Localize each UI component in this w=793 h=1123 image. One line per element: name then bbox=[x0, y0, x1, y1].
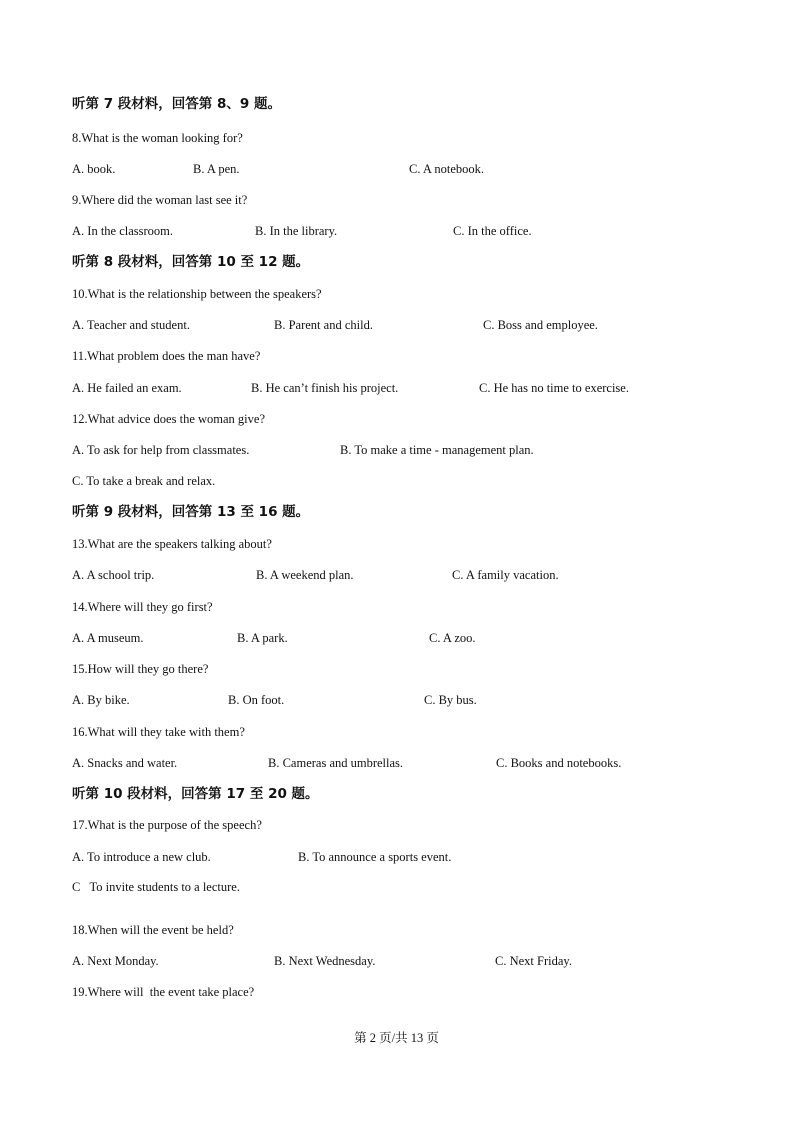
q11-option-b: B. He can’t finish his project. bbox=[251, 381, 399, 395]
question-13: 13.What are the speakers talking about? bbox=[72, 537, 272, 551]
q10-option-b: B. Parent and child. bbox=[274, 318, 373, 332]
q17-option-a: A. To introduce a new club. bbox=[72, 850, 211, 864]
question-8: 8.What is the woman looking for? bbox=[72, 131, 243, 145]
q13-option-b: B. A weekend plan. bbox=[256, 568, 354, 582]
q8-option-a: A. book. bbox=[72, 162, 116, 176]
q12-option-a: A. To ask for help from classmates. bbox=[72, 443, 250, 457]
page-number: 第 2 页/共 13 页 bbox=[354, 1031, 439, 1045]
q15-option-c: C. By bus. bbox=[424, 693, 477, 707]
q16-option-b: B. Cameras and umbrellas. bbox=[268, 756, 404, 770]
q12-option-c: C. To take a break and relax. bbox=[72, 474, 216, 488]
q15-option-b: B. On foot. bbox=[228, 693, 285, 707]
q16-option-c: C. Books and notebooks. bbox=[496, 756, 622, 770]
section-header-10: 听第 10 段材料，回答第 17 至 20 题。 bbox=[72, 786, 319, 802]
q12-option-b: B. To make a time - management plan. bbox=[340, 443, 534, 457]
q17-option-c: C To invite students to a lecture. bbox=[72, 880, 240, 894]
q14-option-c: C. A zoo. bbox=[429, 631, 476, 645]
question-18: 18.When will the event be held? bbox=[72, 923, 234, 937]
question-16: 16.What will they take with them? bbox=[72, 725, 245, 739]
question-14: 14.Where will they go first? bbox=[72, 600, 213, 614]
q8-option-c: C. A notebook. bbox=[409, 162, 485, 176]
q10-option-c: C. Boss and employee. bbox=[483, 318, 598, 332]
q9-option-c: C. In the office. bbox=[453, 224, 532, 238]
question-9: 9.Where did the woman last see it? bbox=[72, 193, 248, 207]
question-19: 19.Where will the event take place? bbox=[72, 985, 255, 999]
q13-option-c: C. A family vacation. bbox=[452, 568, 559, 582]
question-15: 15.How will they go there? bbox=[72, 662, 209, 676]
q15-option-a: A. By bike. bbox=[72, 693, 130, 707]
question-17: 17.What is the purpose of the speech? bbox=[72, 818, 262, 832]
q11-option-c: C. He has no time to exercise. bbox=[479, 381, 629, 395]
q18-option-a: A. Next Monday. bbox=[72, 954, 159, 968]
q10-option-a: A. Teacher and student. bbox=[72, 318, 190, 332]
question-12: 12.What advice does the woman give? bbox=[72, 412, 265, 426]
q9-option-b: B. In the library. bbox=[255, 224, 338, 238]
q18-option-c: C. Next Friday. bbox=[495, 954, 572, 968]
q16-option-a: A. Snacks and water. bbox=[72, 756, 178, 770]
q13-option-a: A. A school trip. bbox=[72, 568, 155, 582]
question-11: 11.What problem does the man have? bbox=[72, 349, 261, 363]
section-header-9: 听第 9 段材料，回答第 13 至 16 题。 bbox=[72, 504, 310, 520]
section-header-7: 听第 7 段材料，回答第 8、9 题。 bbox=[72, 96, 281, 112]
q8-option-b: B. A pen. bbox=[193, 162, 240, 176]
q18-option-b: B. Next Wednesday. bbox=[274, 954, 376, 968]
q14-option-b: B. A park. bbox=[237, 631, 288, 645]
q14-option-a: A. A museum. bbox=[72, 631, 144, 645]
q9-option-a: A. In the classroom. bbox=[72, 224, 174, 238]
question-10: 10.What is the relationship between the speakers? bbox=[72, 287, 322, 301]
section-header-8: 听第 8 段材料，回答第 10 至 12 题。 bbox=[72, 254, 310, 270]
q17-option-b: B. To announce a sports event. bbox=[298, 850, 452, 864]
q11-option-a: A. He failed an exam. bbox=[72, 381, 182, 395]
